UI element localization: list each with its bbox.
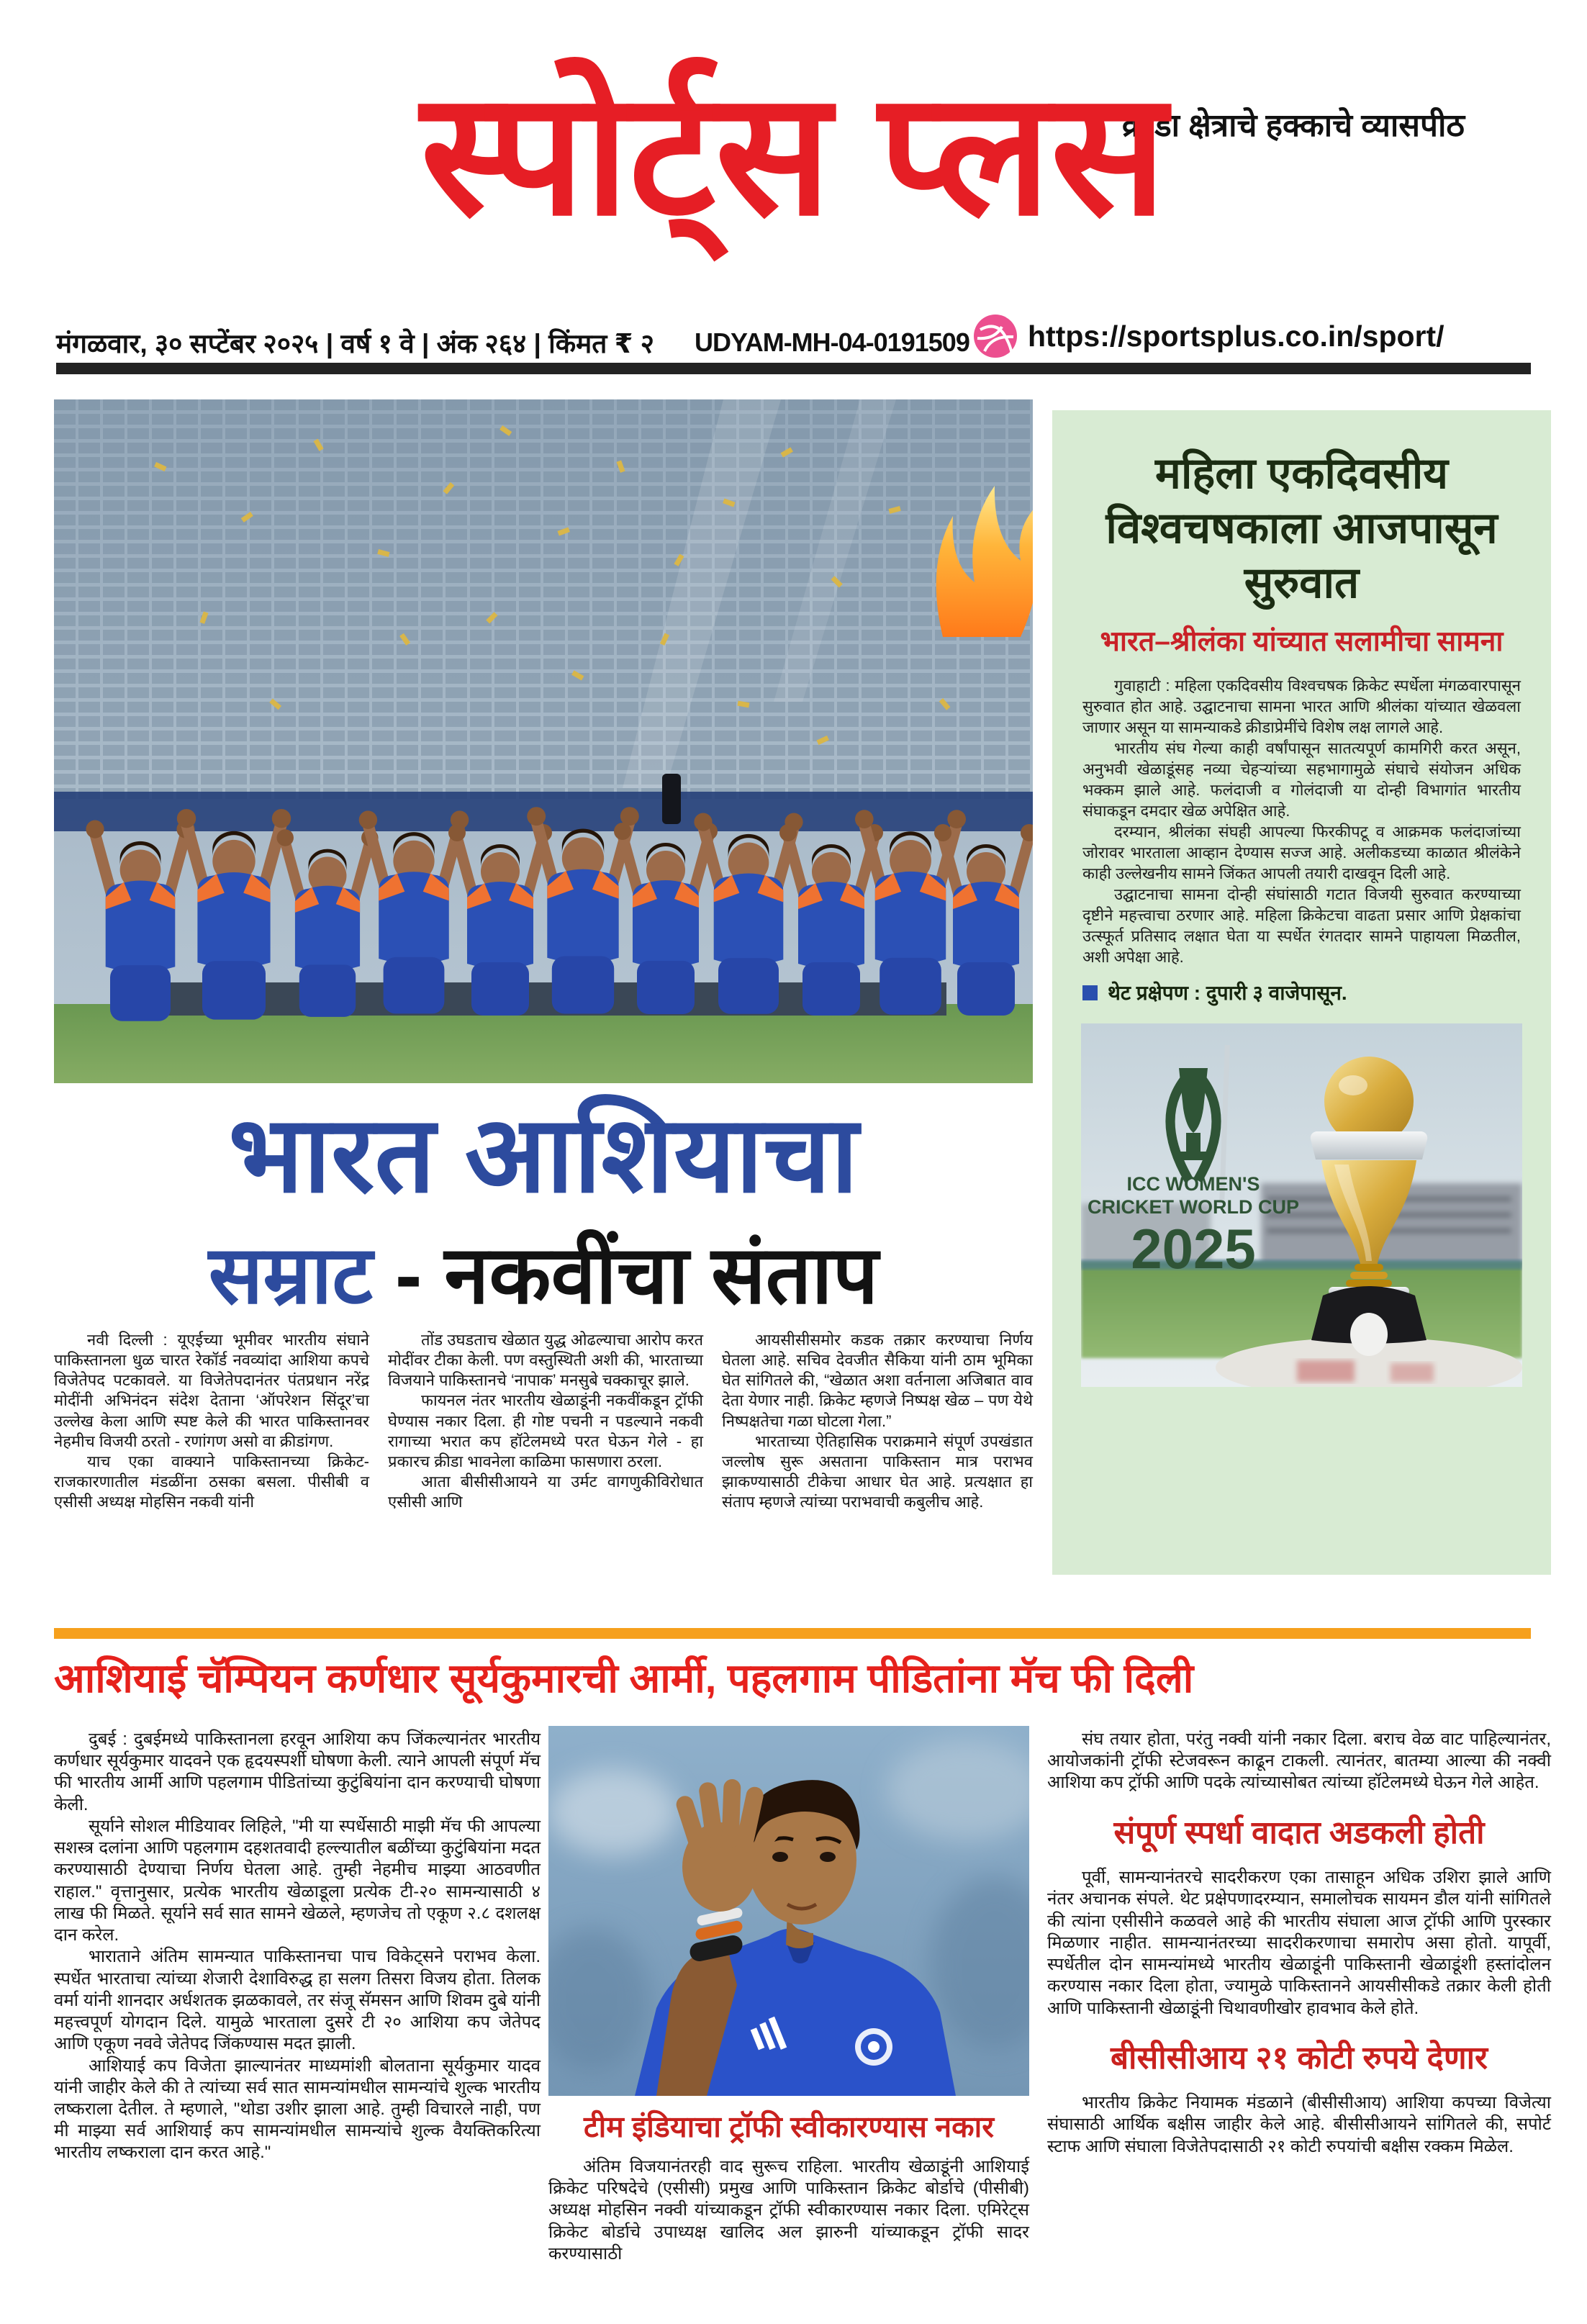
website-url[interactable]: https://sportsplus.co.in/sport/ [1028, 319, 1444, 353]
svg-text:2025: 2025 [1131, 1217, 1256, 1280]
paragraph: भारतीय क्रिकेट नियामक मंडळाने (बीसीसीआय) आशिया कपच्या विजेत्या संघासाठी आर्थिक बक्षीस जाहीर केले आहे. बीसीसीआयने सांगितले की, सपोर्ट स्टाफ आणि संघाला विजेतेपदासाठी २१ कोटी रुपयांची बक्षीस रक्कम मिळेल. [1047, 2093, 1551, 2156]
main-headline-line1: भारत आशियाचा [228, 1095, 859, 1214]
paragraph: याच एका वाक्याने पाकिस्तानच्या क्रिकेट-राजकारणातील मंडळींना ठसका बसला. पीसीबी व एसीसी अध्यक्ष मोहसिन नकवी यांनी [54, 1452, 369, 1511]
photo-caption: टीम इंडियाचा ट्रॉफी स्वीकारण्यास नकार [583, 2110, 995, 2143]
bottom-story-column-3 [1047, 1729, 1551, 2158]
main-story-column-1 [54, 1330, 369, 1512]
paragraph: संघ तयार होता, परंतु नक्वी यांनी नकार दिला. बराच वेळ वाट पाहिल्यानंतर, आयोजकांनी ट्रॉफी स्टेजवरून काढून टाकली. त्यानंतर, बातम्या आल्या की नक्वी आशिया कप ट्रॉफी आणि पदके त्यांच्यासोबत त्यांच्या हॉटेलमध्ये घेऊन गेले आहेत. [1047, 1730, 1551, 1793]
paragraph: भारतीय संघ गेल्या काही वर्षांपासून सातत्यपूर्ण कामगिरी करत असून, अनुभवी खेळाडूंसह नव्या चेहऱ्यांच्या सहभागामुळे संघाचे संयोजन अधिक भक्कम झाले आहे. फलंदाजी व गोलंदाजी या दोन्ही विभागांत भारतीय संघाकडून दमदार खेळ अपेक्षित आहे. [1082, 738, 1521, 820]
paragraph: सूर्याने सोशल मीडियावर लिहिले, "मी या स्पर्धेसाठी माझी मॅच फी आपल्या सशस्त्र दलांना आणि पहलगाम दहशतवादी हल्ल्यातील बळींच्या कुटुंबियांना मदत करण्यासाठी देण्याचा निर्णय घेतला आहे. तुम्ही नेहमीच माझ्या आठवणीत राहाल." वृत्तानुसार, प्रत्येक भारतीय खेळाडूला प्रत्येक टी-२० सामन्यासाठी ४ लाख फी मिळते. सूर्याने सर्व सात सामने खेळले, म्हणजेच तो एकूण २.८ दशलक्ष दान करेल. [54, 1816, 541, 1945]
paragraph: तोंड उघडताच खेळात युद्ध ओढल्याचा आरोप करत मोदींवर टीका केली. पण वस्तुस्थिती अशी की, भारताच्या विजयाने पाकिस्तानचे ‘नापाक’ मनसुबे चक्काचूर झाले. [388, 1331, 703, 1390]
bottom-story-headline: आशियाई चॅम्पियन कर्णधार सूर्यकुमारची आर्मी, पहलगाम पीडितांना मॅच फी दिली [54, 1655, 1194, 1701]
main-headline-line2-blue: सम्राट [208, 1230, 373, 1320]
world-cup-trophy-photo [1081, 1023, 1522, 1387]
paragraph: दुबई : दुबईमध्ये पाकिस्तानला हरवून आशिया कप जिंकल्यानंतर भारतीय कर्णधार सूर्यकुमार यादवने एक हृदयस्पर्शी घोषणा केली. त्याने आपली संपूर्ण मॅच फी भारतीय आर्मी आणि पहलगाम पीडितांच्या कुटुंबियांना दान करण्याची घोषणा केली. [54, 1730, 541, 1814]
dateline: मंगळवार, ३० सप्टेंबर २०२५ | वर्ष १ वे | अंक २६४ | किंमत ₹ २ [56, 329, 654, 358]
paragraph: दरम्यान, श्रीलंका संघही आपल्या फिरकीपटू व आक्रमक फलंदाजांच्या जोरावर भारताला आव्हान देण्यास सज्ज आहे. अलीकडच्या काळात श्रीलंकेने काही उल्लेखनीय सामने जिंकत आपली तयारी दाखवून दिली आहे. [1082, 822, 1521, 882]
paragraph: उद्घाटनाचा सामना दोन्ही संघांसाठी गटात विजयी सुरुवात करण्याच्या दृष्टीने महत्त्वाचा ठरणार आहे. महिला क्रिकेटचा वाढता प्रसार आणि प्रेक्षकांचा उत्स्फूर्त प्रतिसाद लक्षात घेता या स्पर्धेत रंगतदार सामने पाहायला मिळतील, अशी अपेक्षा आहे. [1082, 885, 1521, 966]
sidebar-subhead: भारत–श्रीलंका यांच्यात सलामीचा सामना [1100, 625, 1504, 657]
suryakumar-waving-photo [548, 1726, 1029, 2096]
broadcast-note [1082, 979, 1521, 1006]
main-headline-line2-black: - नकवींचा संताप [372, 1230, 879, 1320]
team-celebration-photo [54, 399, 1033, 1083]
bottom-story-column-1 [54, 1729, 541, 2164]
svg-text:ICC WOMEN'S: ICC WOMEN'S [1126, 1173, 1260, 1195]
paragraph: आता बीसीसीआयने या उर्मट वागणुकीविरोधात एसीसी आणि [388, 1473, 703, 1511]
main-story-column-3 [722, 1330, 1033, 1512]
paragraph: भाराताने अंतिम सामन्यात पाकिस्तानचा पाच विकेट्सने पराभव केला. स्पर्धेत भारताचा त्यांच्या शेजारी देशाविरुद्ध हा सलग तिसरा विजय होता. तिलक वर्मा यांनी शानदार अर्धशतक झळकावले, तर संजू सॅमसन आणि शिवम दुबे यांनी महत्त्वपूर्ण योगदान दिले. यामुळे भारताला दुसरे टी २० आशिया कप जेतेपद आणि एकूण नववे जेतेपद जिंकण्यास मदत झाली. [54, 1947, 541, 2054]
bottom-subhead-1: संपूर्ण स्पर्धा वादात अडकली होती [1113, 1814, 1485, 1850]
paragraph: गुवाहाटी : महिला एकदिवसीय विश्वचषक क्रिकेट स्पर्धेला मंगळवारपासून सुरुवात होत आहे. उद्घाटनाचा सामना भारत आणि श्रीलंका यांच्यात खेळवला जाणार असून या सामन्याकडे क्रीडाप्रेमींचे विशेष लक्ष लागले आहे. [1082, 676, 1521, 736]
masthead-tagline: क्रीडा क्षेत्राचे हक्काचे व्यासपीठ [1121, 108, 1465, 143]
main-story-column-2 [388, 1330, 703, 1512]
paragraph: अंतिम विजयानंतरही वाद सुरूच राहिला. भारतीय खेळाडूंनी आशियाई क्रिकेट परिषदेचे (एसीसी) प्रमुख आणि पाकिस्तान क्रिकेट बोर्डाचे (पीसीबी) अध्यक्ष मोहसिन नक्वी यांच्याकडून ट्रॉफी स्वीकारण्यास नकार दिला. एमिरेट्स क्रिकेट बोर्डाचे उपाध्यक्ष खालिद अल झारुनी यांच्याकडून ट्रॉफी सादर करण्यासाठी [548, 2157, 1029, 2264]
paragraph: फायनल नंतर भारतीय खेळाडूंनी नकवींकडून ट्रॉफी घेण्यास नकार दिला. ही गोष्ट पचनी न पडल्याने नकवी रागाच्या भरात कप हॉटेलमध्ये परत घेऊन गेले - हा प्रकारच क्रीडा भावनेला काळिमा फासणारा ठरला. [388, 1391, 703, 1470]
bottom-story-column-2 [548, 2156, 1029, 2265]
main-headline-line2 [54, 1223, 1033, 1328]
udyam-registration: UDYAM-MH-04-0191509 [695, 327, 969, 357]
newspaper-title: स्पोर्ट्स प्लस [420, 59, 1167, 250]
paragraph: नवी दिल्ली : यूएईच्या भूमीवर भारतीय संघाने पाकिस्तानला धुळ चारत रेकॉर्ड नवव्यांदा आशिया कपचे विजेतेपद पटकावले. या विजेतेपदानंतर पंतप्रधान नरेंद्र मोदींनी अभिनंदन संदेश देताना ‘ऑपरेशन सिंदूर’चा उल्लेख केला आणि स्पष्ट केले की भारत पाकिस्तानवर नेहमीच विजयी ठरतो - रणांगण असो वा क्रीडांगण. [54, 1331, 369, 1450]
main-headline [54, 1088, 1033, 1328]
broadcast-note-text: थेट प्रक्षेपण : दुपारी ३ वाजेपासून. [1108, 982, 1347, 1004]
sidebar-headline: महिला एकदिवसीय विश्वचषकाला आजपासून सुरुवात [1106, 449, 1498, 607]
sidebar-story-box [1052, 410, 1551, 1575]
paragraph: पूर्वी, सामन्यानंतरचे सादरीकरण एका तासाहून अधिक उशिरा झाले आणि नंतर अचानक संपले. थेट प्रक्षेपणादरम्यान, समालोचक सायमन डौल यांनी सांगितले की त्यांना एसीसीने कळवले आहे की भारतीय संघाला आज ट्रॉफी आणि पुरस्कार मिळणार नाहीत. सामन्यानंतरच्या सादरीकरणाचा समारोप असा होतो. यापूर्वी, स्पर्धेतील दोन सामन्यांमध्ये भारतीय खेळाडूंनी पाकिस्तानी खेळाडूंशी हस्तांदोलन करण्यास नकार दिला होता, ज्यामुळे पाकिस्तानने आयसीसीकडे तक्रार केली होती आणि पाकिस्तानी खेळाडूंनी चिथावणीखोर हावभाव केले होते. [1047, 1868, 1551, 2018]
bottom-subhead-2: बीसीसीआय २१ कोटी रुपये देणार [1110, 2040, 1488, 2076]
bullet-square-icon [1082, 985, 1098, 1000]
paragraph: आयसीसीसमोर कडक तक्रार करण्याचा निर्णय घेतला आहे. सचिव देवजीत सैकिया यांनी ठाम भूमिका घेत सांगितले की, “खेळात अशा वर्तनाला अजिबात वाव देता येणार नाही. क्रिकेट म्हणजे निष्पक्ष खेळ – पण येथे निष्पक्षतेचा गळा घोटला गेला.” [722, 1331, 1033, 1430]
dribbble-icon [973, 314, 1018, 358]
website-link[interactable] [973, 314, 1444, 358]
paragraph: आशियाई कप विजेता झाल्यानंतर माध्यमांशी बोलताना सूर्यकुमार यादव यांनी जाहीर केले की ते त्यांच्या सर्व सात सामन्यांमधील सामन्यांचे शुल्क भारतीय लष्कराला देतील. ते म्हणाले, "थोडा उशीर झाला आहे. तुम्ही विचारले नाही, पण मी माझ्या सर्व आशियाई कप सामन्यांमधील सामन्यांचे शुल्क वैयक्तिकरित्या भारतीय लष्कराला दान करत आहे." [54, 2056, 541, 2163]
svg-text:CRICKET WORLD CUP: CRICKET WORLD CUP [1088, 1196, 1299, 1218]
section-divider-bar [54, 1628, 1531, 1639]
sidebar-body [1082, 675, 1521, 967]
header-divider [56, 363, 1531, 374]
paragraph: भारताच्या ऐतिहासिक पराक्रमाने संपूर्ण उपखंडात जल्लोष सुरू असताना पाकिस्तान मात्र पराभव झाकण्यासाठी टीकेचा आधार घेत आहे. प्रत्यक्षात हा संताप म्हणजे त्यांच्या पराभवाची कबुलीच आहे. [722, 1432, 1033, 1511]
